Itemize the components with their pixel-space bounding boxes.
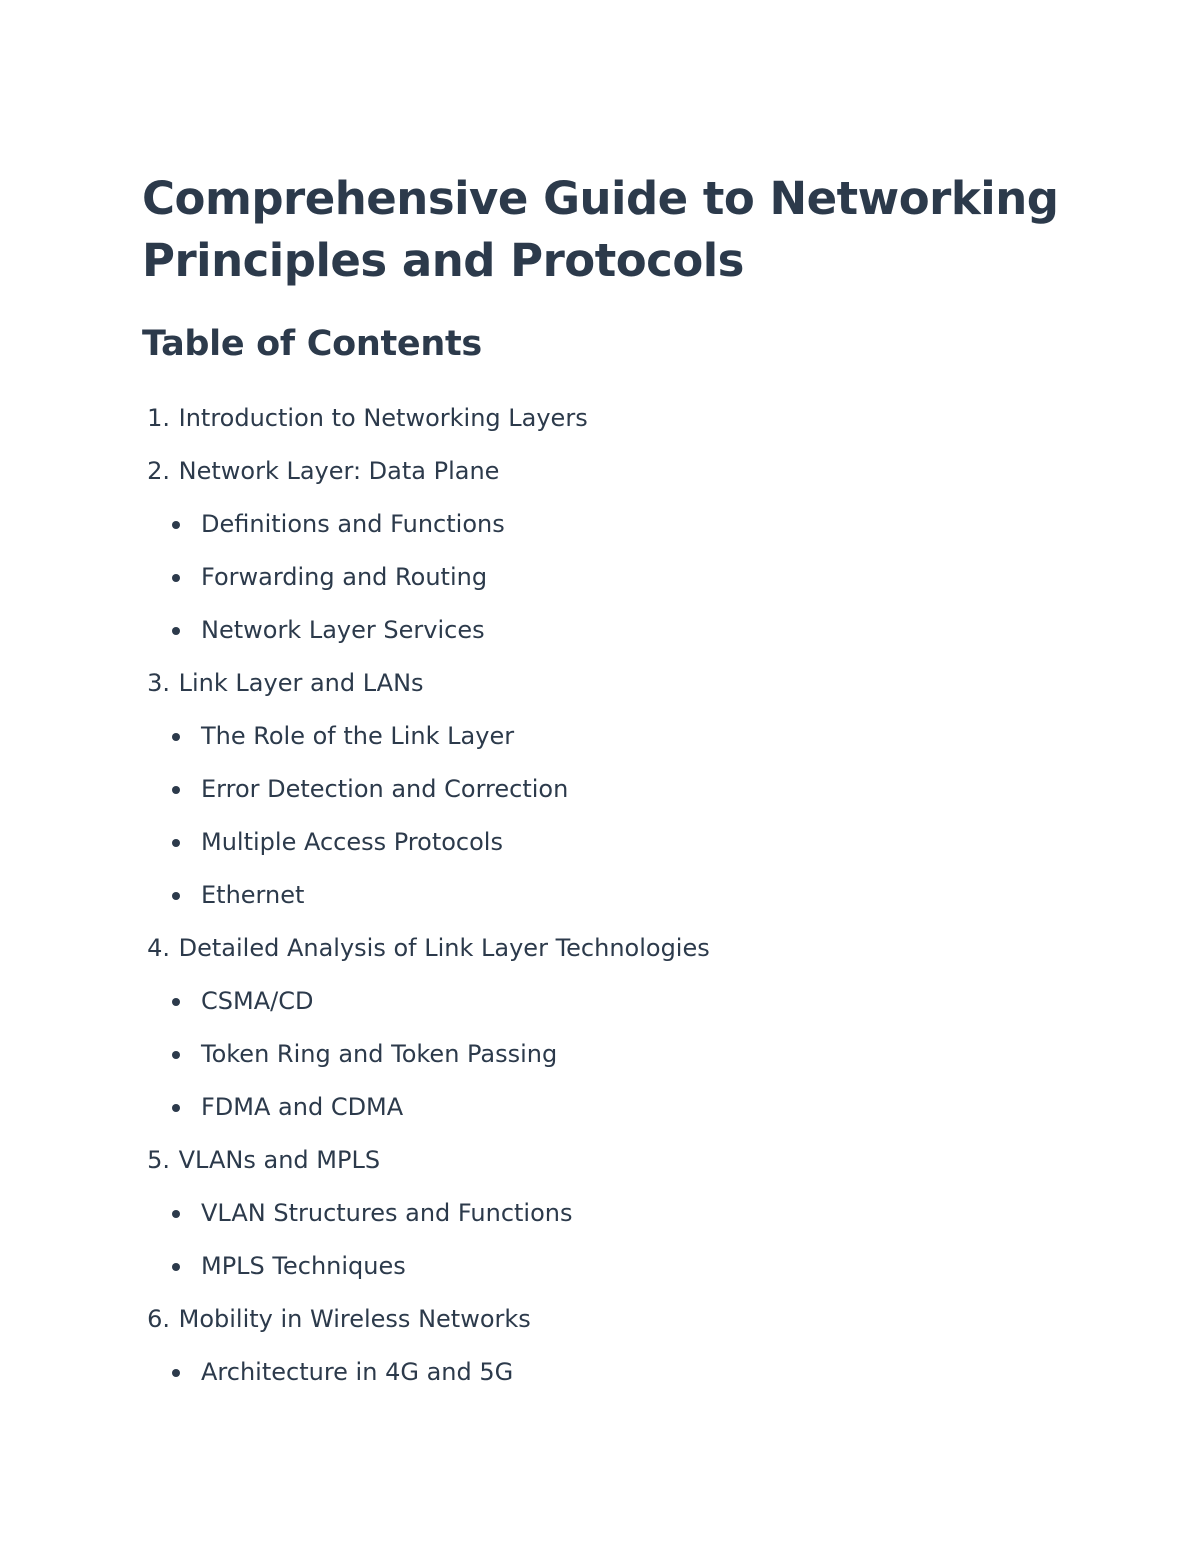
toc-subsection-list (142, 1346, 1102, 1399)
toc-subsection-label: CSMA/CD (201, 987, 314, 1015)
bullet-icon (172, 1051, 180, 1059)
toc-section-label: Link Layer and LANs (178, 669, 424, 697)
toc-section-label: Introduction to Networking Layers (178, 404, 588, 432)
toc-subsection-list (142, 975, 1102, 1134)
bullet-icon (172, 521, 180, 529)
toc-subsection-item (142, 869, 1102, 922)
toc-subsection-label: Ethernet (201, 881, 305, 909)
toc-section-number: 3. (147, 669, 170, 697)
toc-subsection-label: FDMA and CDMA (201, 1093, 404, 1121)
bullet-icon (172, 1104, 180, 1112)
toc-section (142, 392, 1102, 445)
toc-subsection-label: VLAN Structures and Functions (201, 1199, 573, 1227)
toc-subsection-list (142, 710, 1102, 922)
toc-section (142, 1293, 1102, 1399)
toc-subsection-item (142, 604, 1102, 657)
toc-section-entry (142, 1134, 1102, 1187)
toc-subsection-list (142, 1187, 1102, 1293)
table-of-contents (142, 392, 1102, 1399)
toc-subsection-item (142, 1187, 1102, 1240)
document-title-line-2: Principles and Protocols (142, 234, 744, 287)
bullet-icon (172, 627, 180, 635)
toc-section (142, 657, 1102, 922)
toc-section (142, 445, 1102, 657)
toc-subsection-item (142, 1240, 1102, 1293)
toc-section-entry (142, 1293, 1102, 1346)
toc-subsection-label: Network Layer Services (201, 616, 485, 644)
document-title (142, 168, 1102, 292)
toc-subsection-label: Multiple Access Protocols (201, 828, 503, 856)
toc-subsection-item (142, 763, 1102, 816)
bullet-icon (172, 839, 180, 847)
toc-section-label: Network Layer: Data Plane (178, 457, 500, 485)
toc-subsection-label: Architecture in 4G and 5G (201, 1358, 514, 1386)
toc-subsection-item (142, 1028, 1102, 1081)
bullet-icon (172, 786, 180, 794)
toc-subsection-label: Token Ring and Token Passing (201, 1040, 558, 1068)
bullet-icon (172, 1369, 180, 1377)
toc-section-entry (142, 657, 1102, 710)
toc-section-label: VLANs and MPLS (178, 1146, 381, 1174)
toc-section-entry (142, 392, 1102, 445)
toc-subsection-item (142, 498, 1102, 551)
bullet-icon (172, 892, 180, 900)
toc-subsection-item (142, 1346, 1102, 1399)
toc-subsection-label: Forwarding and Routing (201, 563, 488, 591)
toc-subsection-item (142, 1081, 1102, 1134)
toc-subsection-item (142, 816, 1102, 869)
toc-section-number: 2. (147, 457, 170, 485)
toc-section-entry (142, 922, 1102, 975)
toc-section-label: Mobility in Wireless Networks (178, 1305, 531, 1333)
toc-subsection-list (142, 498, 1102, 657)
toc-subsection-item (142, 551, 1102, 604)
toc-section (142, 1134, 1102, 1293)
document-page (142, 168, 1102, 1399)
toc-section (142, 922, 1102, 1134)
toc-section-number: 5. (147, 1146, 170, 1174)
document-title-line-1: Comprehensive Guide to Networking (142, 172, 1059, 225)
toc-section-label: Detailed Analysis of Link Layer Technologies (178, 934, 710, 962)
bullet-icon (172, 998, 180, 1006)
toc-subsection-item (142, 975, 1102, 1028)
bullet-icon (172, 1263, 180, 1271)
toc-section-number: 4. (147, 934, 170, 962)
toc-section-number: 1. (147, 404, 170, 432)
bullet-icon (172, 574, 180, 582)
bullet-icon (172, 1210, 180, 1218)
toc-subsection-label: Error Detection and Correction (201, 775, 569, 803)
toc-subsection-label: The Role of the Link Layer (201, 722, 515, 750)
toc-subsection-item (142, 710, 1102, 763)
toc-subsection-label: MPLS Techniques (201, 1252, 406, 1280)
toc-heading: Table of Contents (142, 324, 482, 364)
toc-section-number: 6. (147, 1305, 170, 1333)
bullet-icon (172, 733, 180, 741)
toc-section-entry (142, 445, 1102, 498)
toc-subsection-label: Definitions and Functions (201, 510, 505, 538)
